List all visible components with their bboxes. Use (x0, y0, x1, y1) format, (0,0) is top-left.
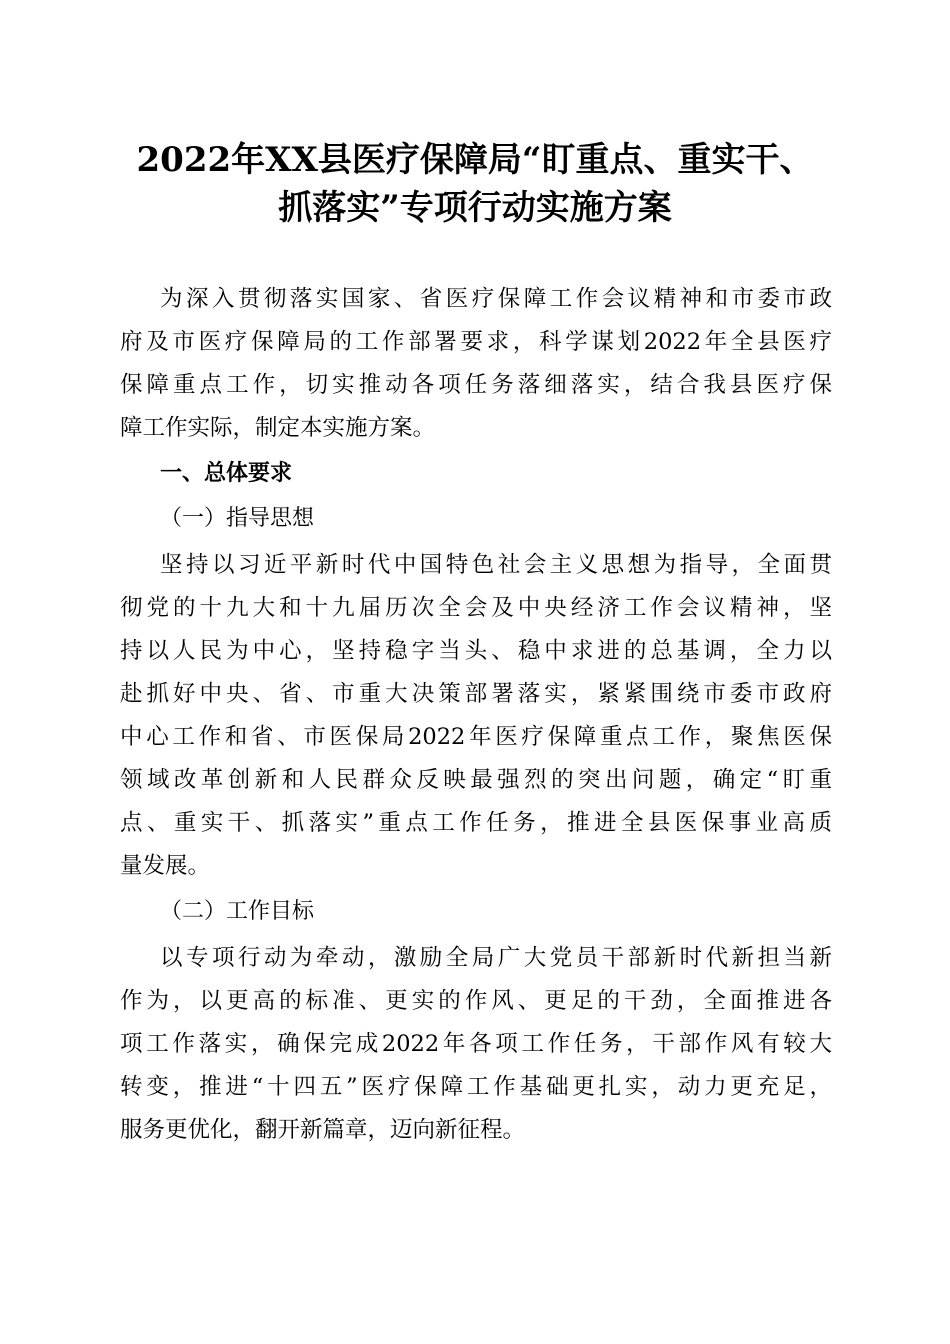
guiding-line-6: 领域改革创新和人民群众反映最强烈的突出问题，确定“盯重 (120, 767, 832, 793)
document-title-line-1: 2022年XX县医疗保障局“盯重点、重实干、 (136, 140, 814, 180)
section-heading-overall-requirements: 一、总体要求 (160, 461, 293, 486)
intro-line-2: 府及市医疗保障局的工作部署要求，科学谋划2022年全县医疗 (120, 329, 832, 355)
goals-line-5: 服务更优化，翻开新篇章，迈向新征程。 (120, 1117, 526, 1143)
subsection-heading-work-goals: （二）工作目标 (160, 899, 315, 924)
goals-line-3: 项工作落实，确保完成2022年各项工作任务，干部作风有较大 (120, 1031, 832, 1057)
document-title-line-2: 抓落实”专项行动实施方案 (278, 188, 672, 228)
guiding-line-3: 持以人民为中心，坚持稳字当头、稳中求进的总基调，全力以 (120, 638, 832, 664)
guiding-line-8: 量发展。 (120, 853, 211, 879)
intro-line-4: 障工作实际，制定本实施方案。 (120, 415, 436, 441)
guiding-line-4: 赴抓好中央、省、市重大决策部署落实，紧紧围绕市委市政府 (120, 681, 832, 707)
subsection-heading-guiding-ideology: （一）指导思想 (160, 506, 315, 531)
goals-line-2: 作为，以更高的标准、更实的作风、更足的干劲，全面推进各 (120, 988, 832, 1014)
goals-line-4: 转变，推进“十四五”医疗保障工作基础更扎实，动力更充足， (120, 1074, 832, 1100)
goals-line-1: 以专项行动为牵动，激励全局广大党员干部新时代新担当新 (160, 945, 832, 971)
intro-line-3: 保障重点工作，切实推动各项任务落细落实，结合我县医疗保 (120, 372, 832, 398)
guiding-line-5: 中心工作和省、市医保局2022年医疗保障重点工作，聚焦医保 (120, 724, 832, 750)
guiding-line-2: 彻党的十九大和十九届历次全会及中央经济工作会议精神，坚 (120, 595, 832, 621)
guiding-line-7: 点、重实干、抓落实”重点工作任务，推进全县医保事业高质 (120, 810, 832, 836)
intro-line-1: 为深入贯彻落实国家、省医疗保障工作会议精神和市委市政 (160, 286, 832, 312)
guiding-line-1: 坚持以习近平新时代中国特色社会主义思想为指导，全面贯 (160, 552, 832, 578)
